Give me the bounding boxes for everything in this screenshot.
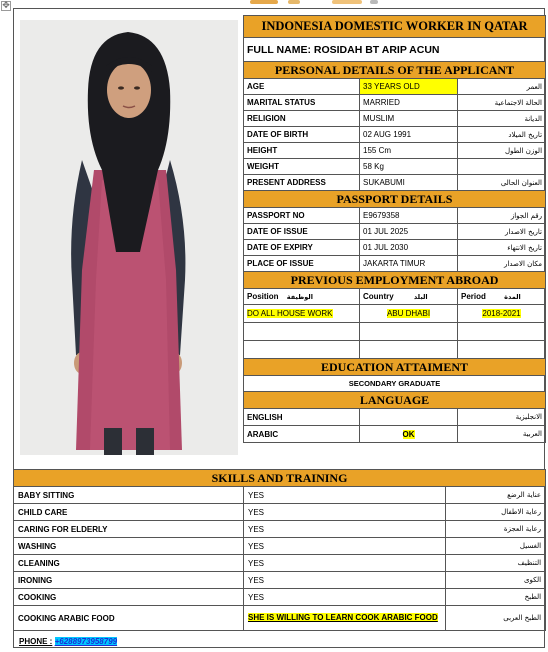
row-value: E9679358 — [360, 208, 458, 224]
row-value-cell — [360, 426, 458, 443]
phone-line — [19, 637, 117, 646]
row-label: WEIGHT — [244, 159, 360, 175]
passport-row-place-of-issue — [244, 256, 546, 272]
row-value: YES — [244, 589, 446, 606]
row-arabic: عناية الرضع — [446, 487, 546, 504]
skill-row-ironing — [14, 572, 546, 589]
personal-row-age — [244, 79, 546, 95]
row-label: IRONING — [14, 572, 244, 589]
employment-column-headers — [244, 289, 546, 305]
employment-empty-row — [244, 341, 546, 359]
row-label: BABY SITTING — [14, 487, 244, 504]
position-header-arabic: الوظيفة — [286, 293, 313, 301]
employment-country — [360, 305, 458, 323]
employment-empty-row — [244, 323, 546, 341]
skill-row-child-care — [14, 504, 546, 521]
passport-row-number — [244, 208, 546, 224]
row-arabic: العنوان الحالى — [458, 175, 546, 191]
row-arabic: الوزن الطول — [458, 143, 546, 159]
skills-heading: SKILLS AND TRAINING — [14, 470, 546, 487]
employment-period-value: 2018-2021 — [482, 309, 521, 318]
row-label: DATE OF BIRTH — [244, 127, 360, 143]
position-header-label: Position — [247, 292, 279, 301]
row-label: CLEANING — [14, 555, 244, 572]
personal-row-height — [244, 143, 546, 159]
row-arabic: الكوى — [446, 572, 546, 589]
row-value: MUSLIM — [360, 111, 458, 127]
row-arabic: العربية — [458, 426, 546, 443]
period-header-label: Period — [461, 292, 486, 301]
row-value: 155 Cm — [360, 143, 458, 159]
row-label: PASSPORT NO — [244, 208, 360, 224]
row-arabic — [458, 159, 546, 175]
row-label: WASHING — [14, 538, 244, 555]
personal-row-present-address — [244, 175, 546, 191]
column-header-country — [360, 289, 458, 305]
full-name-line: FULL NAME: ROSIDAH BT ARIP ACUN — [244, 38, 546, 62]
row-value: SUKABUMI — [360, 175, 458, 191]
passport-row-date-of-issue — [244, 224, 546, 240]
personal-row-marital-status — [244, 95, 546, 111]
country-header-label: Country — [363, 292, 394, 301]
row-arabic: تاريخ الانتهاء — [458, 240, 546, 256]
education-heading: EDUCATION ATTAIMENT — [244, 359, 546, 376]
passport-row-date-of-expiry — [244, 240, 546, 256]
row-label: ENGLISH — [244, 409, 360, 426]
row-label: PRESENT ADDRESS — [244, 175, 360, 191]
row-arabic: مكان الاصدار — [458, 256, 546, 272]
row-label: COOKING ARABIC FOOD — [14, 606, 244, 631]
period-header-arabic: المدة — [504, 293, 521, 301]
language-row-english — [244, 409, 546, 426]
skill-row-baby-sitting — [14, 487, 546, 504]
row-value-cell — [244, 606, 446, 631]
document-title: INDONESIA DOMESTIC WORKER IN QATAR — [244, 16, 546, 38]
row-arabic: رعاية الاطفال — [446, 504, 546, 521]
row-value: YES — [244, 487, 446, 504]
skill-row-cooking-arabic-food — [14, 606, 546, 631]
row-value: 33 YEARS OLD — [360, 79, 458, 95]
row-label: PLACE OF ISSUE — [244, 256, 360, 272]
passport-details-heading: PASSPORT DETAILS — [244, 191, 546, 208]
row-arabic: الطبخ — [446, 589, 546, 606]
row-value — [360, 409, 458, 426]
applicant-portrait-drawing — [20, 20, 238, 455]
language-row-arabic — [244, 426, 546, 443]
employment-heading: PREVIOUS EMPLOYMENT ABROAD — [244, 272, 546, 289]
row-arabic: الحالة الاجتماعية — [458, 95, 546, 111]
employment-period — [458, 305, 546, 323]
applicant-details-table — [243, 15, 546, 443]
row-arabic: رعاية العجزة — [446, 521, 546, 538]
logo-strip — [230, 0, 390, 6]
row-arabic: رقم الجواز — [458, 208, 546, 224]
row-value: JAKARTA TIMUR — [360, 256, 458, 272]
personal-row-weight — [244, 159, 546, 175]
row-value: YES — [244, 572, 446, 589]
row-value: YES — [244, 555, 446, 572]
skill-row-cooking — [14, 589, 546, 606]
education-value: SECONDARY GRADUATE — [244, 376, 546, 392]
row-label: AGE — [244, 79, 360, 95]
row-arabic: تاريخ الميلاد — [458, 127, 546, 143]
row-value: 02 AUG 1991 — [360, 127, 458, 143]
move-cross-icon[interactable]: ✥ — [2, 1, 10, 11]
row-value: YES — [244, 538, 446, 555]
phone-label: PHONE : — [19, 637, 53, 646]
column-header-position — [244, 289, 360, 305]
skill-row-washing — [14, 538, 546, 555]
row-arabic: تاريخ الاصدار — [458, 224, 546, 240]
row-label: ARABIC — [244, 426, 360, 443]
skill-row-caring-for-elderly — [14, 521, 546, 538]
personal-row-religion — [244, 111, 546, 127]
employment-position-value: DO ALL HOUSE WORK — [247, 309, 333, 318]
row-arabic: الانجليزية — [458, 409, 546, 426]
row-value: SHE IS WILLING TO LEARN COOK ARABIC FOOD — [248, 613, 438, 622]
row-label: RELIGION — [244, 111, 360, 127]
personal-details-heading: PERSONAL DETAILS OF THE APPLICANT — [244, 62, 546, 79]
employment-position — [244, 305, 360, 323]
row-label: DATE OF EXPIRY — [244, 240, 360, 256]
employment-row — [244, 305, 546, 323]
phone-number-link[interactable]: +6288973958799 — [54, 637, 118, 646]
row-label: CARING FOR ELDERLY — [14, 521, 244, 538]
column-header-period — [458, 289, 546, 305]
row-label: MARITAL STATUS — [244, 95, 360, 111]
applicant-photo — [20, 20, 238, 455]
row-value: OK — [402, 429, 415, 439]
row-arabic: التنظيف — [446, 555, 546, 572]
skill-row-cleaning — [14, 555, 546, 572]
row-arabic: الديانة — [458, 111, 546, 127]
country-header-arabic: البلد — [413, 293, 428, 301]
row-value: 01 JUL 2025 — [360, 224, 458, 240]
row-label: DATE OF ISSUE — [244, 224, 360, 240]
language-heading: LANGUAGE — [244, 392, 546, 409]
employment-country-value: ABU DHABI — [386, 309, 431, 318]
row-arabic: العمر — [458, 79, 546, 95]
row-value: MARRIED — [360, 95, 458, 111]
row-label: COOKING — [14, 589, 244, 606]
row-value: 01 JUL 2030 — [360, 240, 458, 256]
skills-table — [13, 469, 546, 631]
row-value: 58 Kg — [360, 159, 458, 175]
row-value: YES — [244, 521, 446, 538]
row-arabic: الطبخ العربى — [446, 606, 546, 631]
row-label: HEIGHT — [244, 143, 360, 159]
personal-row-date-of-birth — [244, 127, 546, 143]
row-arabic: الغسيل — [446, 538, 546, 555]
row-label: CHILD CARE — [14, 504, 244, 521]
row-value: YES — [244, 504, 446, 521]
